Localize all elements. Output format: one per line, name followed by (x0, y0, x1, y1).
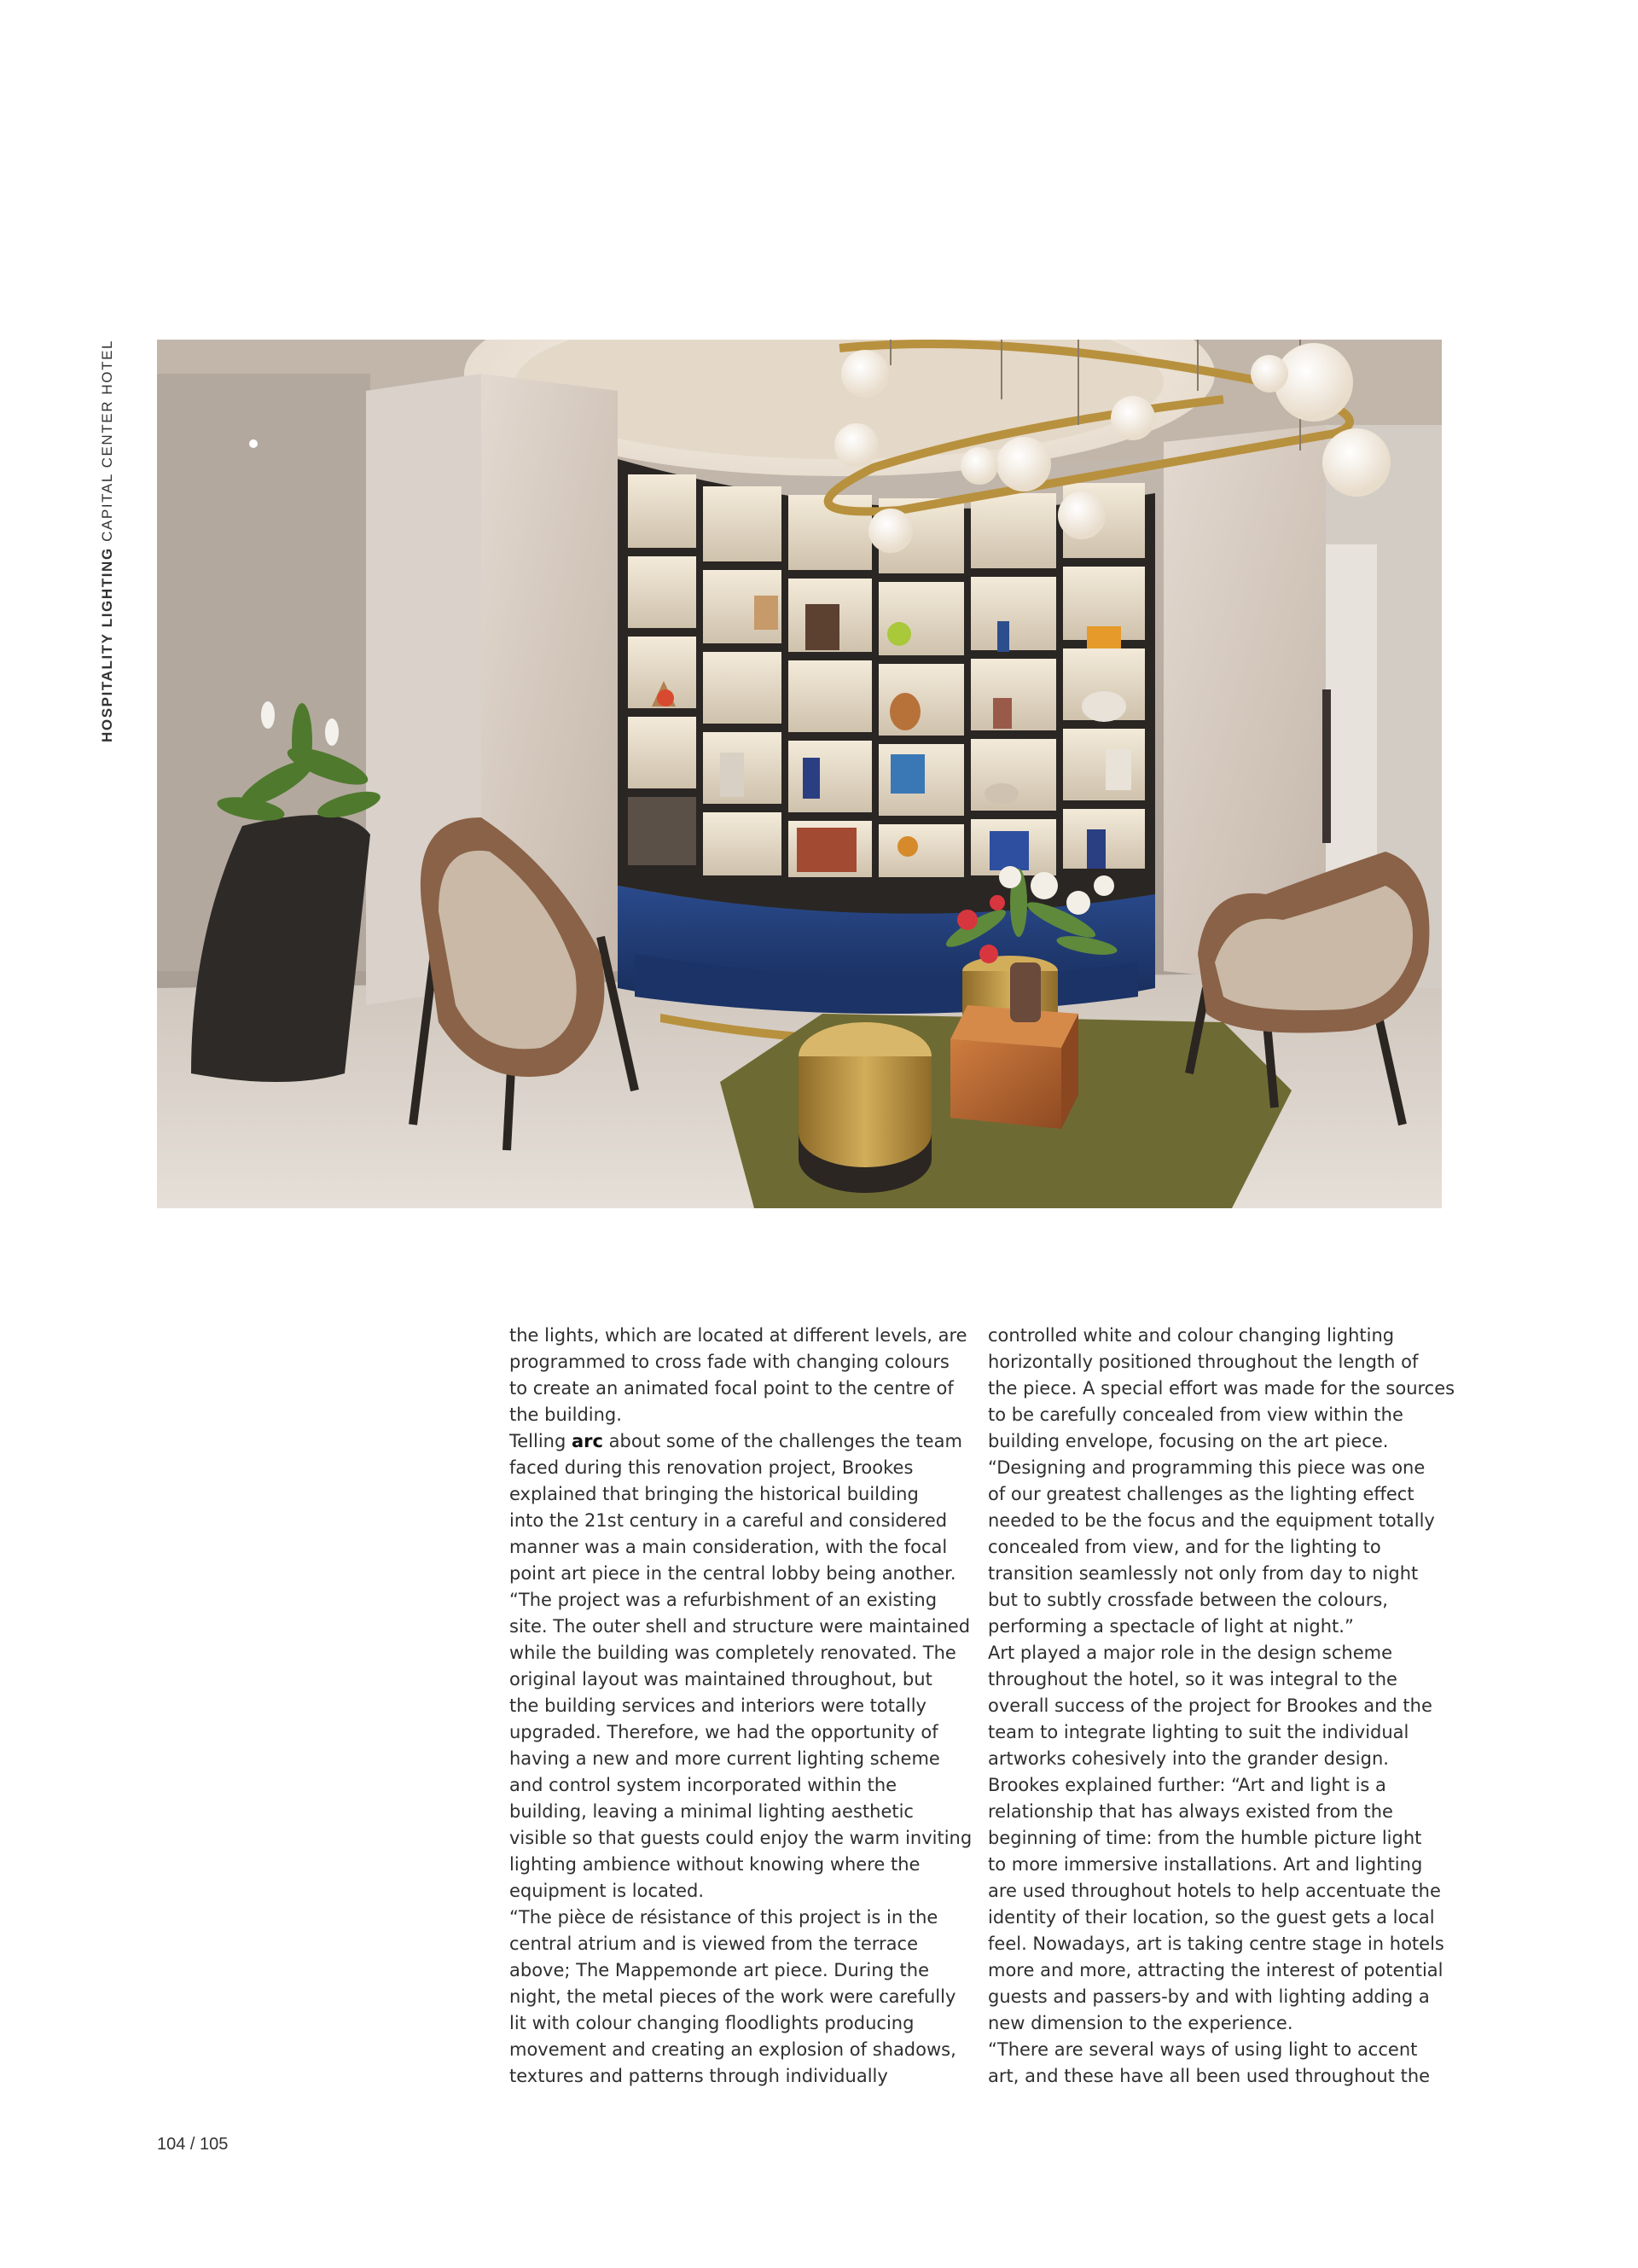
text-line: building, leaving a minimal lighting aesthetic (509, 1801, 914, 1822)
text-line: lighting ambience without knowing where the (509, 1854, 921, 1875)
text-line: having a new and more current lighting scheme (509, 1748, 940, 1769)
paragraph (988, 1640, 1453, 1772)
text-line: the lights, which are located at different levels, are (509, 1325, 967, 1346)
text-line: beginning of time: from the humble picture light (988, 1828, 1422, 1848)
text-line: “There are several ways of using light to accent (988, 2039, 1418, 2060)
text-line: team to integrate lighting to suit the individual (988, 1722, 1409, 1742)
text-line: new dimension to the experience. (988, 2013, 1293, 2033)
text-line: while the building was completely renovated. The (509, 1643, 956, 1663)
text-line: point art piece in the central lobby being another. (509, 1563, 956, 1584)
paragraph (988, 1323, 1453, 1455)
text-line: to more immersive installations. Art and lighting (988, 1854, 1423, 1875)
running-header (99, 341, 118, 742)
text-line: “Designing and programming this piece was one (988, 1457, 1426, 1478)
text-line: visible so that guests could enjoy the warm inviting (509, 1828, 973, 1848)
paragraph (509, 1587, 973, 1905)
text-line: upgraded. Therefore, we had the opportunity of (509, 1722, 938, 1742)
text-line: of our greatest challenges as the lighting effect (988, 1484, 1414, 1504)
magazine-name: arc (572, 1431, 603, 1451)
text-line: needed to be the focus and the equipment totally (988, 1510, 1435, 1531)
text-line: night, the metal pieces of the work were carefully (509, 1986, 956, 2007)
text-line: above; The Mappemonde art piece. During the (509, 1960, 930, 1980)
text-line: lit with colour changing floodlights producing (509, 2013, 915, 2033)
text-line: feel. Nowadays, art is taking centre stage in hotels (988, 1934, 1444, 1954)
text-line: performing a spectacle of light at night.” (988, 1616, 1354, 1637)
text-line: programmed to cross fade with changing colours (509, 1352, 950, 1372)
text-line: relationship that has always existed from the (988, 1801, 1393, 1822)
page-number: 104 / 105 (157, 2135, 229, 2154)
text-line: explained that bringing the historical building (509, 1484, 919, 1504)
text-line: “The pièce de résistance of this project is in the (509, 1907, 938, 1928)
text-line: horizontally positioned throughout the length of (988, 1352, 1419, 1372)
text-line: are used throughout hotels to help accentuate the (988, 1881, 1441, 1901)
paragraph (988, 1772, 1453, 2037)
text-line: artworks cohesively into the grander design. (988, 1748, 1389, 1769)
text-line: textures and patterns through individually (509, 2066, 888, 2086)
article-column-left (509, 1323, 973, 2090)
text-line: throughout the hotel, so it was integral to the (988, 1669, 1397, 1689)
text-line: into the 21st century in a careful and considered (509, 1510, 948, 1531)
text-line: controlled white and colour changing lighting (988, 1325, 1395, 1346)
text-line: but to subtly crossfade between the colours, (988, 1590, 1388, 1610)
lobby-photo-illustration (157, 340, 1442, 1208)
article-column-right (988, 1323, 1453, 2090)
text-line: Brookes explained further: “Art and light is a (988, 1775, 1386, 1795)
paragraph (509, 1428, 970, 1587)
text-line: faced during this renovation project, Brookes (509, 1457, 914, 1478)
text-line: Art played a major role in the design scheme (988, 1643, 1392, 1663)
text-line: the piece. A special effort was made for the sources (988, 1378, 1455, 1399)
paragraph (988, 2037, 1453, 2090)
text-line (509, 1428, 970, 1455)
text-line: the building services and interiors were totally (509, 1695, 926, 1716)
text-line: building envelope, focusing on the art piece. (988, 1431, 1389, 1451)
text-line: to be carefully concealed from view within the (988, 1404, 1403, 1425)
text-line: transition seamlessly not only from day to night (988, 1563, 1419, 1584)
text-line: and control system incorporated within the (509, 1775, 897, 1795)
paragraph (509, 1323, 970, 1428)
text-fragment: Telling (509, 1431, 572, 1451)
text-line: more and more, attracting the interest of potential (988, 1960, 1443, 1980)
running-header-section: HOSPITALITY LIGHTING (99, 547, 115, 742)
text-fragment: about some of the challenges the team (602, 1431, 962, 1451)
running-header-title: CAPITAL CENTER HOTEL (99, 339, 115, 542)
text-line: identity of their location, so the guest gets a local (988, 1907, 1435, 1928)
text-line: art, and these have all been used throughout the (988, 2066, 1431, 2086)
text-line: to create an animated focal point to the centre of (509, 1378, 954, 1399)
text-line: central atrium and is viewed from the terrace (509, 1934, 919, 1954)
paragraph (988, 1455, 1453, 1640)
paragraph (509, 1905, 970, 2090)
text-line: overall success of the project for Brookes and the (988, 1695, 1432, 1716)
text-line: concealed from view, and for the lighting to (988, 1537, 1381, 1557)
text-line: manner was a main consideration, with the focal (509, 1537, 948, 1557)
text-line: site. The outer shell and structure were maintained (509, 1616, 971, 1637)
copper-cube-table (950, 1005, 1078, 1129)
text-line: “The project was a refurbishment of an existing (509, 1590, 938, 1610)
text-line: original layout was maintained throughout, but (509, 1669, 932, 1689)
text-line: the building. (509, 1404, 622, 1425)
text-line: guests and passers-by and with lighting adding a (988, 1986, 1430, 2007)
oval-coffee-table (799, 1022, 932, 1193)
text-line: equipment is located. (509, 1881, 705, 1901)
text-line: movement and creating an explosion of shadows, (509, 2039, 956, 2060)
lobby-photo (157, 340, 1442, 1208)
